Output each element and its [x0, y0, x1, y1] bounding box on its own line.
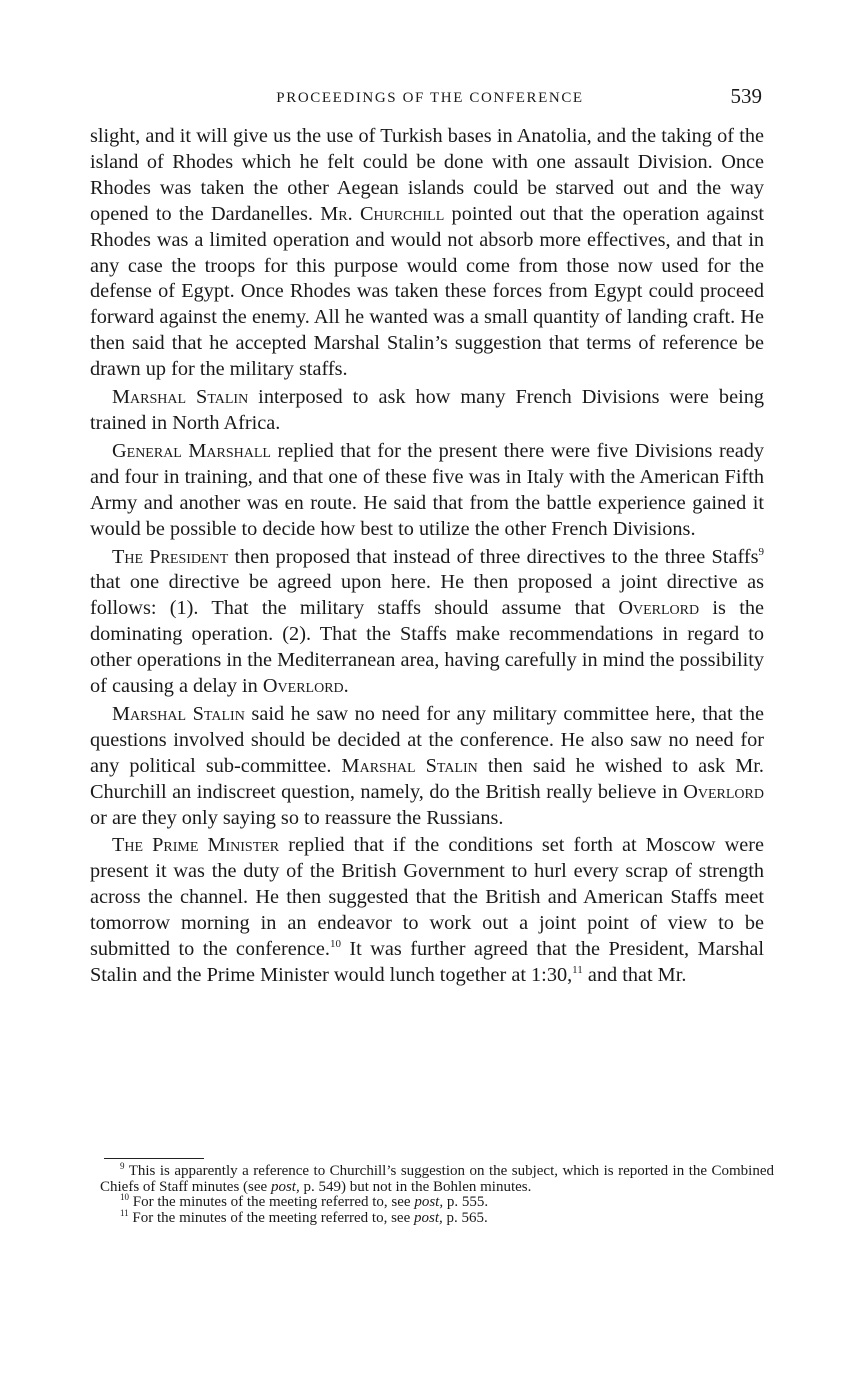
paragraph-text: is the dominating operation. (2). That the Staffs make recommendations in regard to other operations in the Mediterranean area, having carefully in mind the possibility of causing a delay in	[90, 597, 764, 698]
footnote-italic: post,	[414, 1209, 443, 1226]
footnote-marker: 11	[120, 1207, 129, 1218]
paragraph-3	[90, 439, 764, 543]
footnote-ref[interactable]: 10	[329, 938, 341, 951]
paragraph-text: replied that if the conditions set forth at Moscow were present it was the duty of the British Government to hurl every scrap of strength across the channel. He then suggested that the British and American Staffs meet tomorrow morning in an endeavor to work out a joint point of view to be submitted to the conference.	[90, 834, 764, 961]
speaker-name: The President	[112, 545, 229, 568]
speaker-name: Marshal Stalin	[112, 386, 249, 409]
footnote-9	[100, 1161, 774, 1195]
footnote-text: p. 565.	[442, 1209, 488, 1226]
paragraph-2	[90, 385, 764, 437]
running-head	[90, 84, 770, 116]
paragraph-text: said he saw no need for any military committee here, that the questions involved should be decided at the conference. He also saw no need for any political sub-committee.	[90, 702, 764, 777]
footnote-text: p. 555.	[443, 1194, 489, 1210]
paragraph-text: or are they only saying so to reassure the Russians.	[90, 806, 504, 829]
speaker-name: General Marshall	[112, 439, 271, 462]
footnote-text: p. 549) but not in the Bohlen minutes.	[299, 1178, 532, 1195]
paragraph-text: pointed out that the operation against Rhodes was a limited operation and would not absorb more effectives, and that in any case the troops for this purpose would come from those now used for the defense of Egypt. Once Rhodes was taken these forces from Egypt could proceed forward against the enemy. All he wanted was a small quantity of landing craft. He then said that he accepted Marshal Stalin’s suggestion that terms of reference be drawn up for the military staffs.	[90, 202, 765, 381]
footnote-ref[interactable]: 11	[572, 964, 583, 977]
speaker-name: Marshal Stalin	[341, 754, 478, 777]
paragraph-text: then proposed that instead of three directives to the three Staffs	[228, 545, 759, 568]
paragraph-5	[90, 702, 764, 832]
footnote-ref[interactable]: 9	[758, 545, 764, 558]
paragraph-text: then said he wished to ask Mr. Churchill an indiscreet question, namely, do the British really believe in	[90, 754, 764, 803]
paragraph-text: slight, and it will give us the use of Turkish bases in Anatolia, and the taking of the island of Rhodes which he felt could be done with one assault Division. Once Rhodes was taken the other Aegean islands could be starved out and the way opened to the Dardanelles.	[90, 125, 764, 225]
operation-name: Overlord	[262, 675, 344, 698]
paragraph-text: that one directive be agreed upon here. He then proposed a joint directive as follows: (1). That the military staffs should assume that	[90, 571, 764, 620]
paragraph-1	[90, 124, 764, 383]
speaker-name: Mr. Churchill	[320, 202, 445, 225]
footnote-marker: 10	[120, 1192, 129, 1202]
paragraph-text: and that Mr.	[582, 964, 687, 986]
page-number: 539	[730, 84, 762, 108]
footnotes	[100, 1161, 774, 1226]
footnote-text: For the minutes of the meeting referred to, see	[128, 1209, 414, 1226]
paragraph-text: interposed to ask how many French Divisions were being trained in North Africa.	[90, 386, 764, 434]
speaker-name: The Prime Minister	[112, 834, 280, 857]
running-head-title: PROCEEDINGS OF THE CONFERENCE	[276, 90, 584, 106]
footnote-text: This is apparently a reference to Churchill’s suggestion on the subject, which is reported in the Combined Chiefs of Staff minutes (see	[100, 1163, 774, 1195]
paragraph-text: .	[343, 675, 349, 698]
operation-name: Overlord	[618, 597, 700, 620]
footnote-marker: 9	[120, 1161, 125, 1171]
footnote-italic: post,	[270, 1178, 300, 1195]
paragraph-6	[90, 833, 764, 988]
footnote-10	[100, 1192, 774, 1211]
paragraph-text: It was further agreed that the President, Marshal Stalin and the Prime Minister would lunch together at 1:30,	[90, 938, 764, 986]
footnote-11	[100, 1207, 774, 1227]
footnote-italic: post,	[414, 1194, 444, 1210]
paragraph-4	[90, 545, 764, 700]
footnote-text: For the minutes of the meeting referred to, see	[129, 1194, 415, 1210]
footnote-rule	[104, 1158, 204, 1159]
operation-name: Overlord	[683, 780, 764, 803]
speaker-name: Marshal Stalin	[112, 702, 245, 725]
paragraph-text: replied that for the present there were five Divisions ready and four in training, and that one of these five was in Italy with the American Fifth Army and another was en route. He said that from the battle experience gained it would be possible to decide how best to utilize the other French Divisions.	[90, 439, 764, 540]
body-text	[90, 124, 764, 989]
